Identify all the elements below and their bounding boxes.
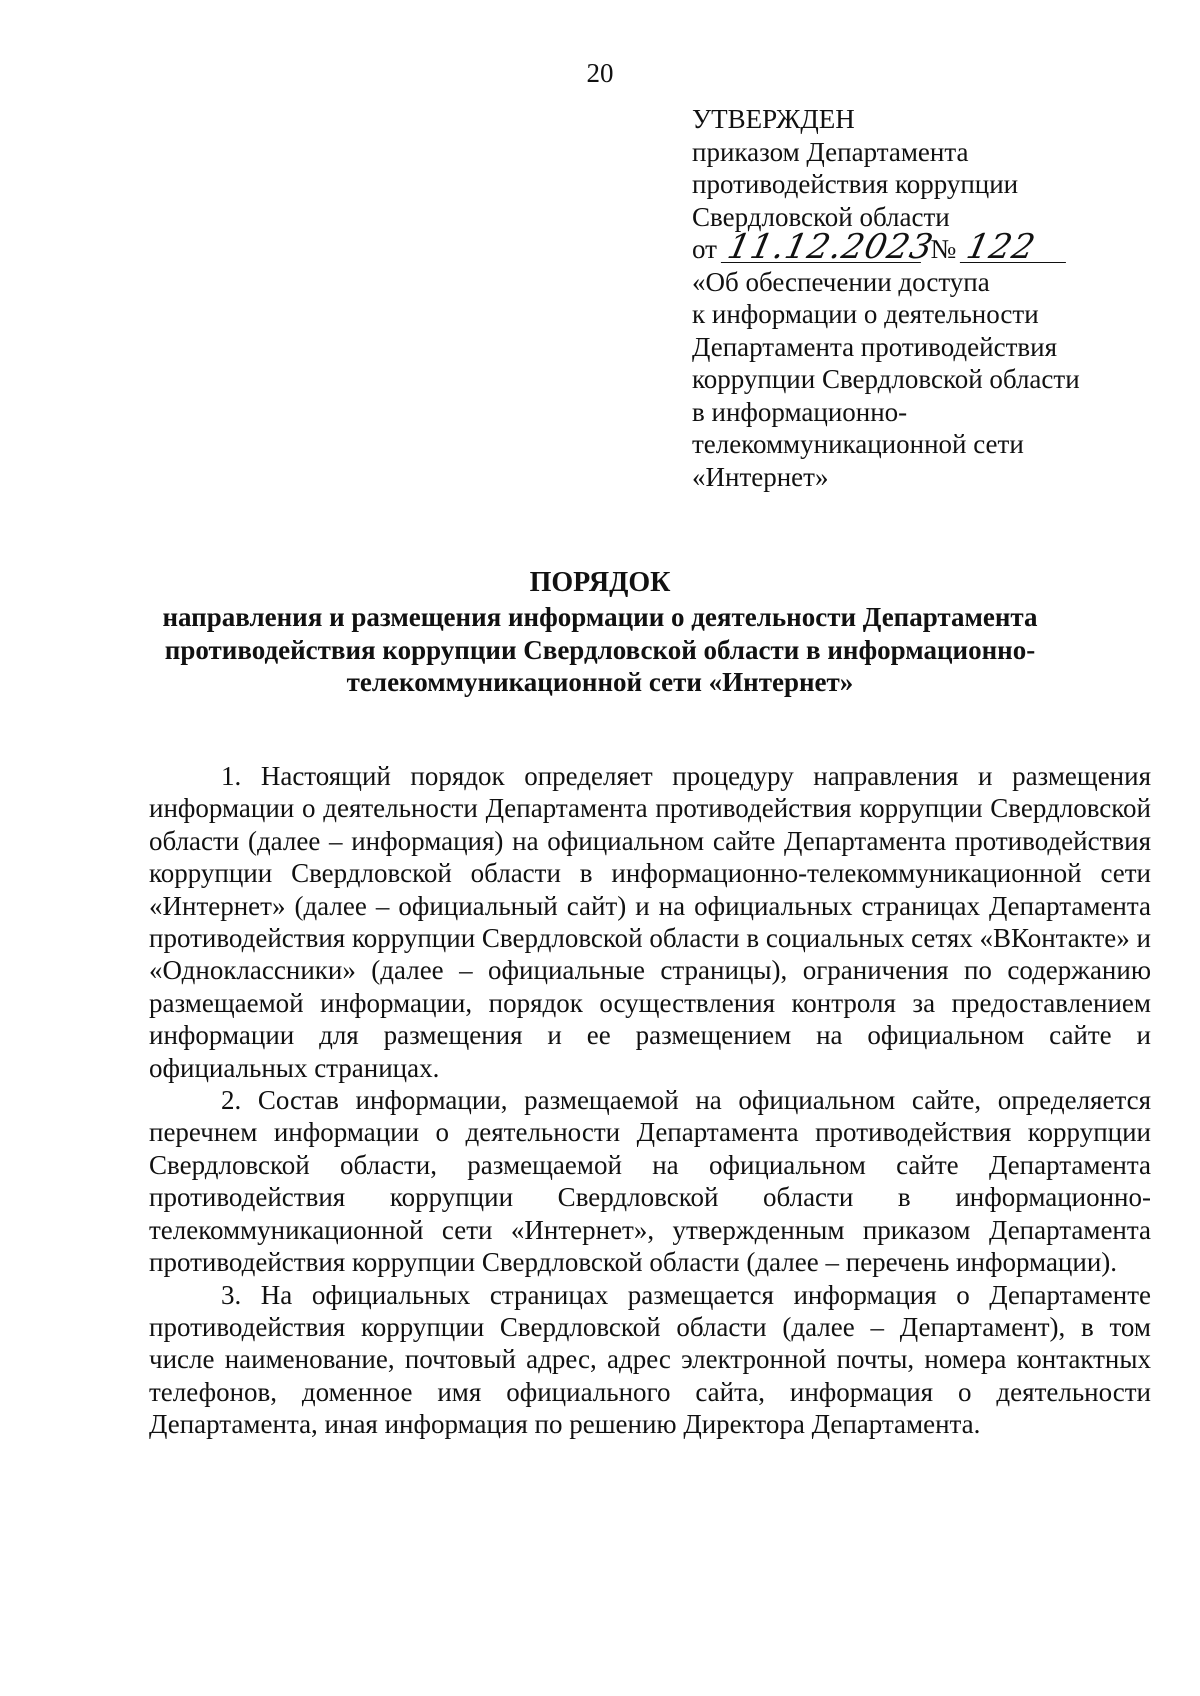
approval-line: в информационно- xyxy=(692,396,908,427)
approval-line: Свердловской области xyxy=(692,201,950,232)
paragraph-1: 1. Настоящий порядок определяет процедуру направления и размещения информации о деятельности Департамента противодействия коррупции Свердловской области (далее – информация) на официальном сайте Департамента противодействия коррупции Свердловской области в информационно-телекоммуникационной сети «Интернет» (далее – официальный сайт) и на официальных страницах Департамента противодействия коррупции Свердловской области в социальных сетях «ВКонтакте» и «Одноклассники» (далее – официальные страницы), ограничения по содержанию размещаемой информации, порядок осуществления контроля за предоставлением информации для размещения и ее размещением на официальном сайте и официальных страницах. xyxy=(149,761,1151,1083)
approval-date-number-line xyxy=(692,227,1162,267)
document-title-block xyxy=(0,565,1200,699)
approval-line: «Об обеспечении доступа xyxy=(692,266,990,297)
date-prefix: от xyxy=(692,234,717,264)
approval-line: коррупции Свердловской области xyxy=(692,364,1080,394)
number-prefix: № xyxy=(930,234,957,264)
paragraph-3: 3. На официальных страницах размещается информация о Департаменте противодействия коррупции Свердловской области (далее – Департамент), в том числе наименование, почтовый адрес, адрес электронной почты, номера контактных телефонов, доменное имя официального сайта, информация о деятельности Департамента, иная информация по решению Директора Департамента. xyxy=(149,1279,1151,1440)
approval-line: телекоммуникационной сети xyxy=(692,429,1024,459)
handwritten-number: 122 xyxy=(960,233,1072,263)
paragraph-2: 2. Состав информации, размещаемой на официальном сайте, определяется перечнем информации о деятельности Департамента противодействия коррупции Свердловской области, размещаемой на официальном сайте Департамента противодействия коррупции Свердловской области в информационно-телекоммуникационной сети «Интернет», утвержденным приказом Департамента противодействия коррупции Свердловской области (далее – перечень информации). xyxy=(149,1085,1151,1278)
approval-line: Департамента противодействия xyxy=(692,331,1058,362)
handwritten-date: 11.12.2023 xyxy=(721,233,927,263)
approval-block xyxy=(692,103,1162,493)
approval-line: к информации о деятельности xyxy=(692,299,1039,329)
page-number: 20 xyxy=(586,58,614,88)
approval-line: «Интернет» xyxy=(692,461,829,492)
approval-heading: УТВЕРЖДЕН xyxy=(692,104,855,134)
approval-line: приказом Департамента xyxy=(692,136,969,167)
approval-line: противодействия коррупции xyxy=(692,169,1019,199)
document-body xyxy=(149,760,1151,1441)
document-subtitle: направления и размещения информации о деятельности Департамента противодействия коррупции Свердловской области в информационно-телекоммуникационной сети «Интернет» xyxy=(162,602,1038,697)
document-title: ПОРЯДОК xyxy=(529,567,671,598)
